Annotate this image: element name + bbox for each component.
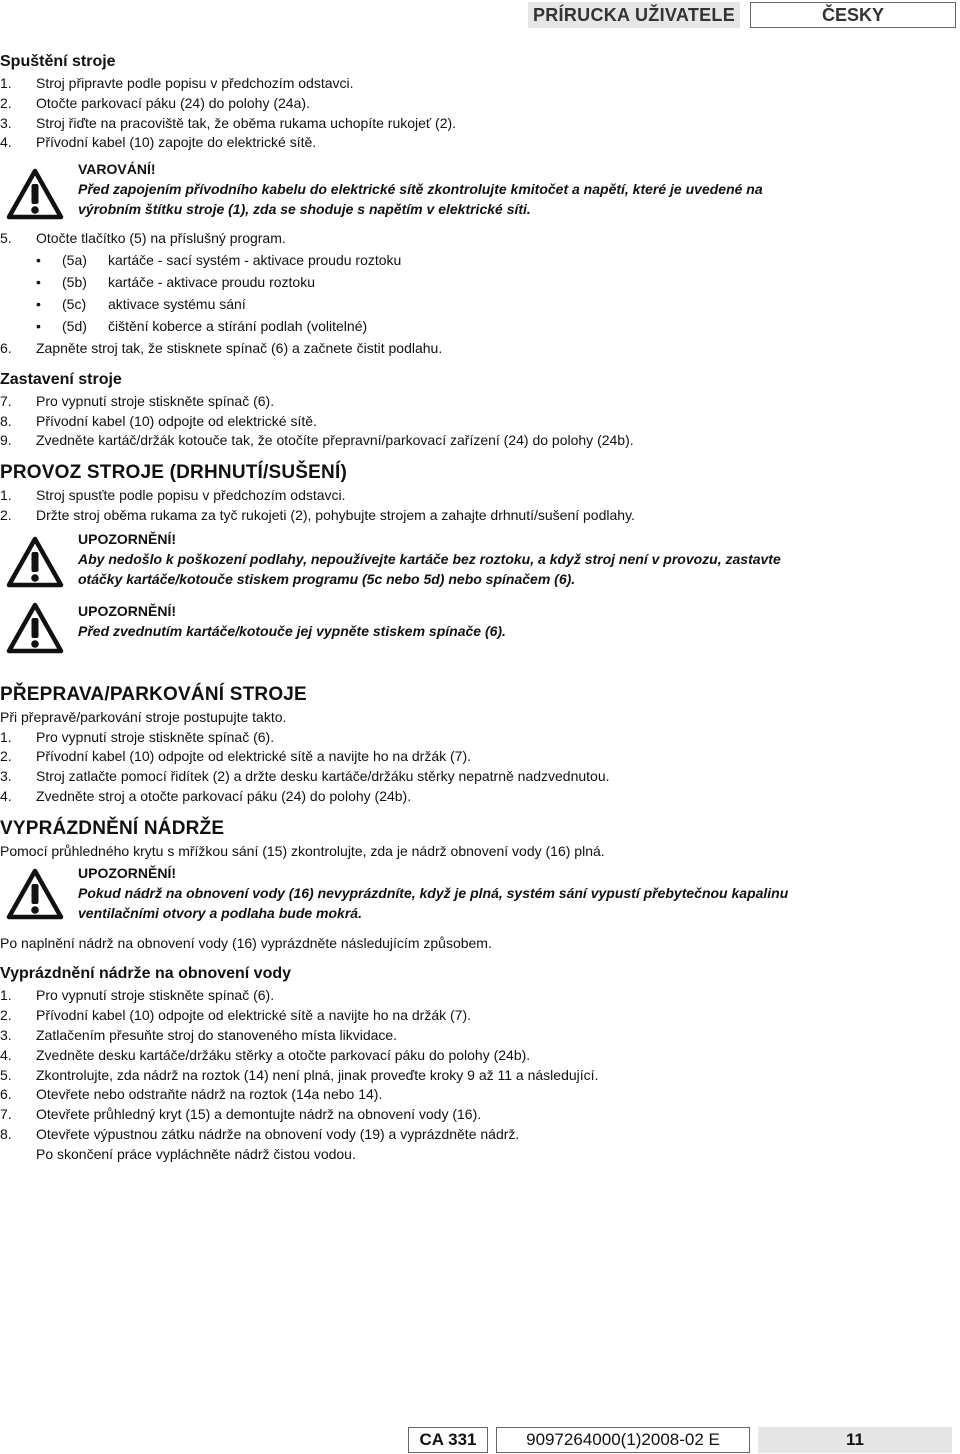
step-continuation: Po skončení práce vypláchněte nádrž čistou vodou. — [36, 1145, 356, 1162]
step-number: 4. — [0, 1046, 12, 1063]
step-text: Zvedněte desku kartáče/držáku stěrky a otočte parkovací páku do polohy (24b). — [36, 1046, 531, 1063]
caution-text: Před zvednutím kartáče/kotouče jej vypněte stiskem spínače (6). — [78, 622, 506, 639]
body-text: Po naplnění nádrž na obnovení vody (16) vyprázdněte následujícím způsobem. — [0, 934, 492, 951]
warning-title: VAROVÁNÍ! — [78, 161, 156, 178]
step-item — [0, 486, 952, 506]
step-item — [0, 339, 952, 359]
step-item — [0, 431, 952, 451]
section-title-recovery-tank: Vyprázdnění nádrže na obnovení vody — [0, 965, 292, 983]
warning-text: výrobním štítku stroje (1), zda se shoduje s napětím v elektrické síti. — [78, 201, 531, 218]
step-number: 3. — [0, 1026, 12, 1043]
list-item: • (5c) aktivace systému sání — [0, 293, 952, 315]
step-text: Zvedněte kartáč/držák kotouče tak, že otočíte přepravní/parkovací zařízení (24) do polohy (24b). — [36, 432, 634, 449]
intro-text: Při přepravě/parkování stroje postupujte takto. — [0, 708, 287, 725]
step-number: 2. — [0, 748, 12, 765]
step-number: 2. — [0, 94, 12, 111]
program-code: (5a) — [62, 251, 87, 268]
step-text: Otočte parkovací páku (24) do polohy (24a). — [36, 94, 310, 111]
document-body — [0, 52, 952, 1165]
caution-text: otáčky kartáče/kotouče stiskem programu (5c nebo 5d) nebo spínačem (6). — [78, 570, 576, 587]
step-text: Stroj zatlačte pomocí řidítek (2) a držte desku kartáče/držáku stěrky nepatrně nadzvednutou. — [36, 768, 610, 785]
step-text: Pro vypnutí stroje stiskněte spínač (6). — [36, 392, 275, 409]
step-number: 3. — [0, 114, 12, 131]
step-text: Stroj spusťte podle popisu v předchozím odstavci. — [36, 487, 346, 504]
step-number: 6. — [0, 339, 12, 356]
step-text: Otevřete nebo odstraňte nádrž na roztok (14a nebo 14). — [36, 1086, 383, 1103]
step-number: 9. — [0, 432, 12, 449]
step-item — [0, 74, 952, 94]
list-text: čištění koberce a stírání podlah (volitelné) — [108, 317, 368, 334]
step-text: Otevřete průhledný kryt (15) a demontujte nádrž na obnovení vody (16). — [36, 1106, 482, 1123]
caution-title: UPOZORNĚNÍ! — [78, 864, 176, 881]
caution-title: UPOZORNĚNÍ! — [78, 602, 176, 619]
step-text: Držte stroj oběma rukama za tyč rukojeti (2), pohybujte strojem a zahajte drhnutí/sušení podlahy. — [36, 506, 635, 523]
section-title-emptying: VYPRÁZDNĚNÍ NÁDRŽE — [0, 817, 225, 839]
step-number: 7. — [0, 392, 12, 409]
step-text: Zkontrolujte, zda nádrž na roztok (14) není plná, jinak proveďte kroky 9 až 11 a následující. — [36, 1066, 599, 1083]
step-item — [0, 1026, 952, 1046]
step-number: 4. — [0, 787, 12, 804]
program-code: (5b) — [62, 273, 87, 290]
step-number: 1. — [0, 987, 12, 1004]
step-item — [0, 412, 952, 432]
step-item — [0, 1105, 952, 1125]
caution-block — [0, 529, 952, 589]
model-label: CA 331 — [408, 1427, 488, 1453]
step-text: Přívodní kabel (10) odpojte od elektrické sítě. — [36, 412, 317, 429]
step-item — [0, 392, 952, 412]
step-text: Pro vypnutí stroje stiskněte spínač (6). — [36, 987, 275, 1004]
document-code: 9097264000(1)2008-02 E — [496, 1427, 750, 1453]
step-item — [0, 229, 952, 249]
step-item — [0, 986, 952, 1006]
step-number: 2. — [0, 506, 12, 523]
list-text: kartáče - aktivace proudu roztoku — [108, 273, 315, 290]
step-item — [0, 728, 952, 748]
step-text: Zvedněte stroj a otočte parkovací páku (24) do polohy (24b). — [36, 787, 412, 804]
step-number: 8. — [0, 412, 12, 429]
language-label: ČESKY — [750, 2, 956, 28]
program-code: (5d) — [62, 317, 87, 334]
step-text: Stroj připravte podle popisu v předchozím odstavci. — [36, 75, 354, 91]
step-number: 5. — [0, 230, 12, 247]
section-title-start: Spuštění stroje — [0, 53, 116, 70]
step-item — [0, 114, 952, 134]
warning-triangle-icon — [6, 535, 64, 589]
caution-text: ventilačními otvory a podlaha bude mokrá. — [78, 904, 362, 921]
caution-title: UPOZORNĚNÍ! — [78, 530, 176, 547]
step-item — [0, 1006, 952, 1026]
step-item — [0, 1125, 952, 1145]
step-item — [0, 1085, 952, 1105]
list-item: • (5b) kartáče - aktivace proudu roztoku — [0, 271, 952, 293]
warning-triangle-icon — [6, 167, 64, 221]
step-item — [0, 506, 952, 526]
page-header — [528, 0, 960, 32]
step-text: Otočte tlačítko (5) na příslušný program. — [36, 230, 286, 247]
step-text: Zatlačením přesuňte stroj do stanoveného místa likvidace. — [36, 1026, 398, 1043]
step-item — [0, 1066, 952, 1086]
manual-title: PRÍRUCKA UŽIVATELE — [528, 2, 740, 28]
section-title-operation: PROVOZ STROJE (DRHNUTÍ/SUŠENÍ) — [0, 462, 347, 484]
step-number: 6. — [0, 1086, 12, 1103]
step-item — [0, 133, 952, 153]
warning-block — [0, 159, 952, 219]
warning-text: Před zapojením přívodního kabelu do elektrické sítě zkontrolujte kmitočet a napětí, které je uvedené na — [78, 181, 763, 198]
caution-block — [0, 601, 952, 659]
step-text: Pro vypnutí stroje stiskněte spínač (6). — [36, 728, 275, 745]
step-number: 3. — [0, 768, 12, 785]
list-text: kartáče - sací systém - aktivace proudu roztoku — [108, 251, 402, 268]
list-text: aktivace systému sání — [108, 295, 246, 312]
step-number: 5. — [0, 1066, 12, 1083]
page-number: 11 — [758, 1427, 952, 1453]
step-text: Přívodní kabel (10) odpojte od elektrické sítě a navijte ho na držák (7). — [36, 748, 472, 765]
step-text: Přívodní kabel (10) odpojte od elektrické sítě a navijte ho na držák (7). — [36, 1007, 472, 1024]
step-item — [0, 94, 952, 114]
step-text: Přívodní kabel (10) zapojte do elektrické sítě. — [36, 134, 317, 151]
step-item — [0, 787, 952, 807]
intro-text: Pomocí průhledného krytu s mřížkou sání (15) zkontrolujte, zda je nádrž obnovení vody (16) plná. — [0, 842, 605, 859]
step-text: Zapněte stroj tak, že stisknete spínač (6) a začnete čistit podlahu. — [36, 339, 443, 356]
step-number: 2. — [0, 1007, 12, 1024]
program-code: (5c) — [62, 295, 87, 312]
section-title-stop: Zastavení stroje — [0, 370, 122, 388]
step-item — [0, 747, 952, 767]
step-item — [0, 1046, 952, 1066]
step-number: 1. — [0, 75, 12, 91]
caution-text: Pokud nádrž na obnovení vody (16) nevyprázdníte, když je plná, systém sání vypustí přebytečnou kapalinu — [78, 884, 789, 901]
step-number: 8. — [0, 1125, 12, 1142]
caution-block — [0, 863, 952, 923]
step-number: 1. — [0, 728, 12, 745]
step-number: 4. — [0, 134, 12, 151]
warning-triangle-icon — [6, 867, 64, 921]
section-title-transport: PŘEPRAVA/PARKOVÁNÍ STROJE — [0, 683, 307, 705]
step-number: 7. — [0, 1106, 12, 1123]
step-text: Otevřete výpustnou zátku nádrže na obnovení vody (19) a vyprázdněte nádrž. — [36, 1125, 520, 1142]
caution-text: Aby nedošlo k poškození podlahy, nepoužívejte kartáče bez roztoku, a když stroj není v provozu, zastavte — [78, 550, 781, 567]
step-number: 1. — [0, 487, 12, 504]
list-item: • (5d) čištění koberce a stírání podlah (volitelné) — [0, 315, 952, 337]
step-item — [0, 767, 952, 787]
list-item: • (5a) kartáče - sací systém - aktivace proudu roztoku — [0, 249, 952, 271]
step-text: Stroj řiďte na pracoviště tak, že oběma rukama uchopíte rukojeť (2). — [36, 114, 457, 131]
warning-triangle-icon — [6, 601, 64, 655]
